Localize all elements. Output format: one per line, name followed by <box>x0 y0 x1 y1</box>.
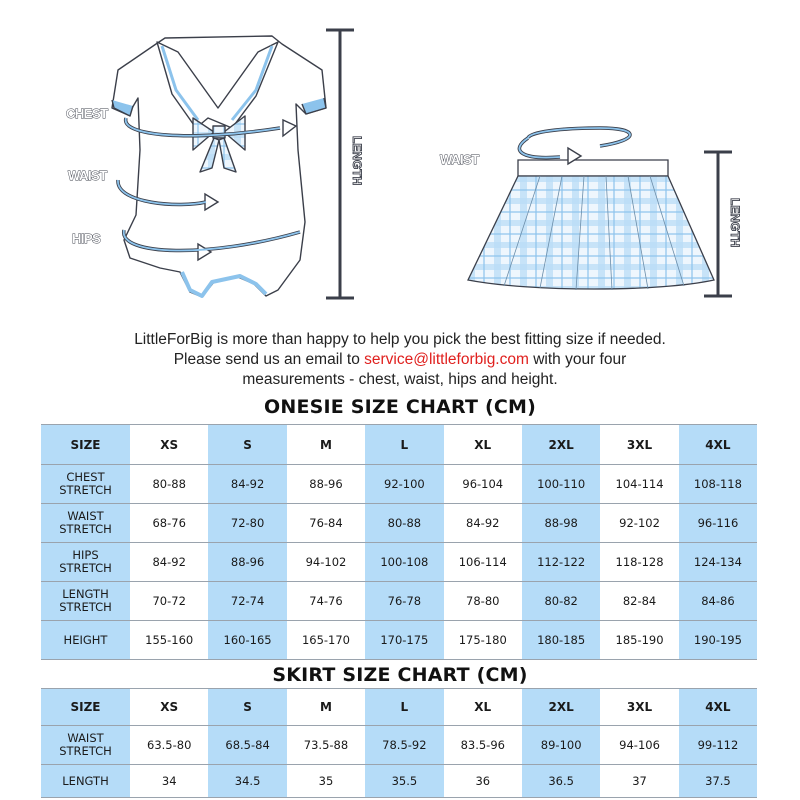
onesie-length-label: LENGTH <box>350 136 364 186</box>
table-cell: 34 <box>130 765 208 798</box>
table-cell: 80-88 <box>130 465 208 504</box>
garment-illustrations <box>0 0 800 322</box>
table-cell: 84-92 <box>130 543 208 582</box>
table-cell: 89-100 <box>522 726 600 765</box>
table-row <box>41 465 757 504</box>
row-label-line: STRETCH <box>59 483 112 497</box>
hips-label: HIPS <box>72 231 101 246</box>
table-cell: 72-74 <box>208 582 286 621</box>
table-cell: 83.5-96 <box>444 726 522 765</box>
row-label-line: LENGTH <box>62 773 109 788</box>
row-label-line: STRETCH <box>59 561 112 575</box>
table-cell: 100-108 <box>365 543 443 582</box>
table-cell: 37.5 <box>679 765 757 798</box>
table-cell: 94-106 <box>600 726 678 765</box>
email-link[interactable]: service@littleforbig.com <box>364 351 529 368</box>
table-cell: 96-116 <box>679 504 757 543</box>
table-cell: 100-110 <box>522 465 600 504</box>
table-cell: 112-122 <box>522 543 600 582</box>
size-column-header: XS <box>130 425 208 465</box>
size-column-header: 4XL <box>679 689 757 726</box>
onesie-size-table <box>41 424 757 660</box>
row-label <box>41 765 130 798</box>
table-row <box>41 504 757 543</box>
table-cell: 35 <box>287 765 365 798</box>
table-cell: 34.5 <box>208 765 286 798</box>
size-column-header: L <box>365 425 443 465</box>
row-label <box>41 543 130 582</box>
size-column-header: M <box>287 425 365 465</box>
table-row <box>41 765 757 798</box>
skirt-illustration <box>468 160 714 290</box>
row-label-line: STRETCH <box>59 600 112 614</box>
table-cell: 84-92 <box>444 504 522 543</box>
size-column-header: S <box>208 689 286 726</box>
table-cell: 68-76 <box>130 504 208 543</box>
table-cell: 124-134 <box>679 543 757 582</box>
table-cell: 88-96 <box>287 465 365 504</box>
table-row <box>41 582 757 621</box>
table-cell: 80-82 <box>522 582 600 621</box>
table-cell: 88-98 <box>522 504 600 543</box>
table-cell: 78-80 <box>444 582 522 621</box>
row-label-line: STRETCH <box>59 522 112 536</box>
row-label <box>41 465 130 504</box>
table-cell: 106-114 <box>444 543 522 582</box>
size-column-header: XL <box>444 689 522 726</box>
table-cell: 108-118 <box>679 465 757 504</box>
table-cell: 190-195 <box>679 621 757 660</box>
size-column-header: L <box>365 689 443 726</box>
table-cell: 170-175 <box>365 621 443 660</box>
size-header: SIZE <box>41 689 130 726</box>
size-column-header: 2XL <box>522 689 600 726</box>
table-cell: 180-185 <box>522 621 600 660</box>
chest-label: CHEST <box>66 106 108 121</box>
onesie-chart-title: ONESIE SIZE CHART (CM) <box>263 396 537 418</box>
skirt-length-label: LENGTH <box>728 198 742 248</box>
size-header: SIZE <box>41 425 130 465</box>
table-cell: 76-84 <box>287 504 365 543</box>
table-cell: 118-128 <box>600 543 678 582</box>
table-cell: 92-102 <box>600 504 678 543</box>
table-cell: 99-112 <box>679 726 757 765</box>
table-cell: 63.5-80 <box>130 726 208 765</box>
table-cell: 82-84 <box>600 582 678 621</box>
table-cell: 96-104 <box>444 465 522 504</box>
row-label-line: STRETCH <box>59 744 112 758</box>
table-cell: 76-78 <box>365 582 443 621</box>
intro-line-2 <box>0 350 800 370</box>
table-cell: 36.5 <box>522 765 600 798</box>
table-cell: 84-92 <box>208 465 286 504</box>
table-cell: 37 <box>600 765 678 798</box>
table-cell: 104-114 <box>600 465 678 504</box>
size-column-header: 3XL <box>600 425 678 465</box>
table-cell: 92-100 <box>365 465 443 504</box>
size-column-header: XS <box>130 689 208 726</box>
row-label-line: WAIST <box>67 509 104 523</box>
table-cell: 175-180 <box>444 621 522 660</box>
table-row <box>41 621 757 660</box>
table-cell: 165-170 <box>287 621 365 660</box>
onesie-illustration <box>112 36 326 297</box>
table-cell: 155-160 <box>130 621 208 660</box>
table-row <box>41 543 757 582</box>
table-cell: 74-76 <box>287 582 365 621</box>
size-column-header: 3XL <box>600 689 678 726</box>
size-column-header: 2XL <box>522 425 600 465</box>
intro-line-2-start: Please send us an email to <box>173 351 365 368</box>
intro-text <box>0 330 800 390</box>
row-label-line: LENGTH <box>62 587 109 601</box>
table-cell: 68.5-84 <box>208 726 286 765</box>
row-label-line: HEIGHT <box>63 632 108 647</box>
intro-line-3: measurements - chest, waist, hips and height. <box>242 371 558 388</box>
row-label-line: HIPS <box>72 548 99 562</box>
table-cell: 185-190 <box>600 621 678 660</box>
table-cell: 80-88 <box>365 504 443 543</box>
table-cell: 70-72 <box>130 582 208 621</box>
row-label <box>41 621 130 660</box>
table-cell: 73.5-88 <box>287 726 365 765</box>
table-cell: 72-80 <box>208 504 286 543</box>
row-label-line: WAIST <box>67 731 104 745</box>
row-label <box>41 582 130 621</box>
table-cell: 36 <box>444 765 522 798</box>
skirt-chart-title: SKIRT SIZE CHART (CM) <box>272 664 528 686</box>
table-cell: 88-96 <box>208 543 286 582</box>
table-cell: 160-165 <box>208 621 286 660</box>
row-label-line: CHEST <box>66 470 105 484</box>
table-cell: 35.5 <box>365 765 443 798</box>
table-cell: 78.5-92 <box>365 726 443 765</box>
intro-line-1: LittleForBig is more than happy to help you pick the best fitting size if needed. <box>134 331 666 348</box>
size-column-header: M <box>287 689 365 726</box>
row-label <box>41 504 130 543</box>
table-row <box>41 726 757 765</box>
row-label <box>41 726 130 765</box>
onesie-waist-label: WAIST <box>68 168 107 183</box>
size-column-header: XL <box>444 425 522 465</box>
table-cell: 84-86 <box>679 582 757 621</box>
table-cell: 94-102 <box>287 543 365 582</box>
skirt-size-table <box>41 688 757 798</box>
skirt-waist-label: WAIST <box>440 152 479 167</box>
size-column-header: S <box>208 425 286 465</box>
intro-line-2-end: with your four <box>528 351 627 368</box>
size-column-header: 4XL <box>679 425 757 465</box>
